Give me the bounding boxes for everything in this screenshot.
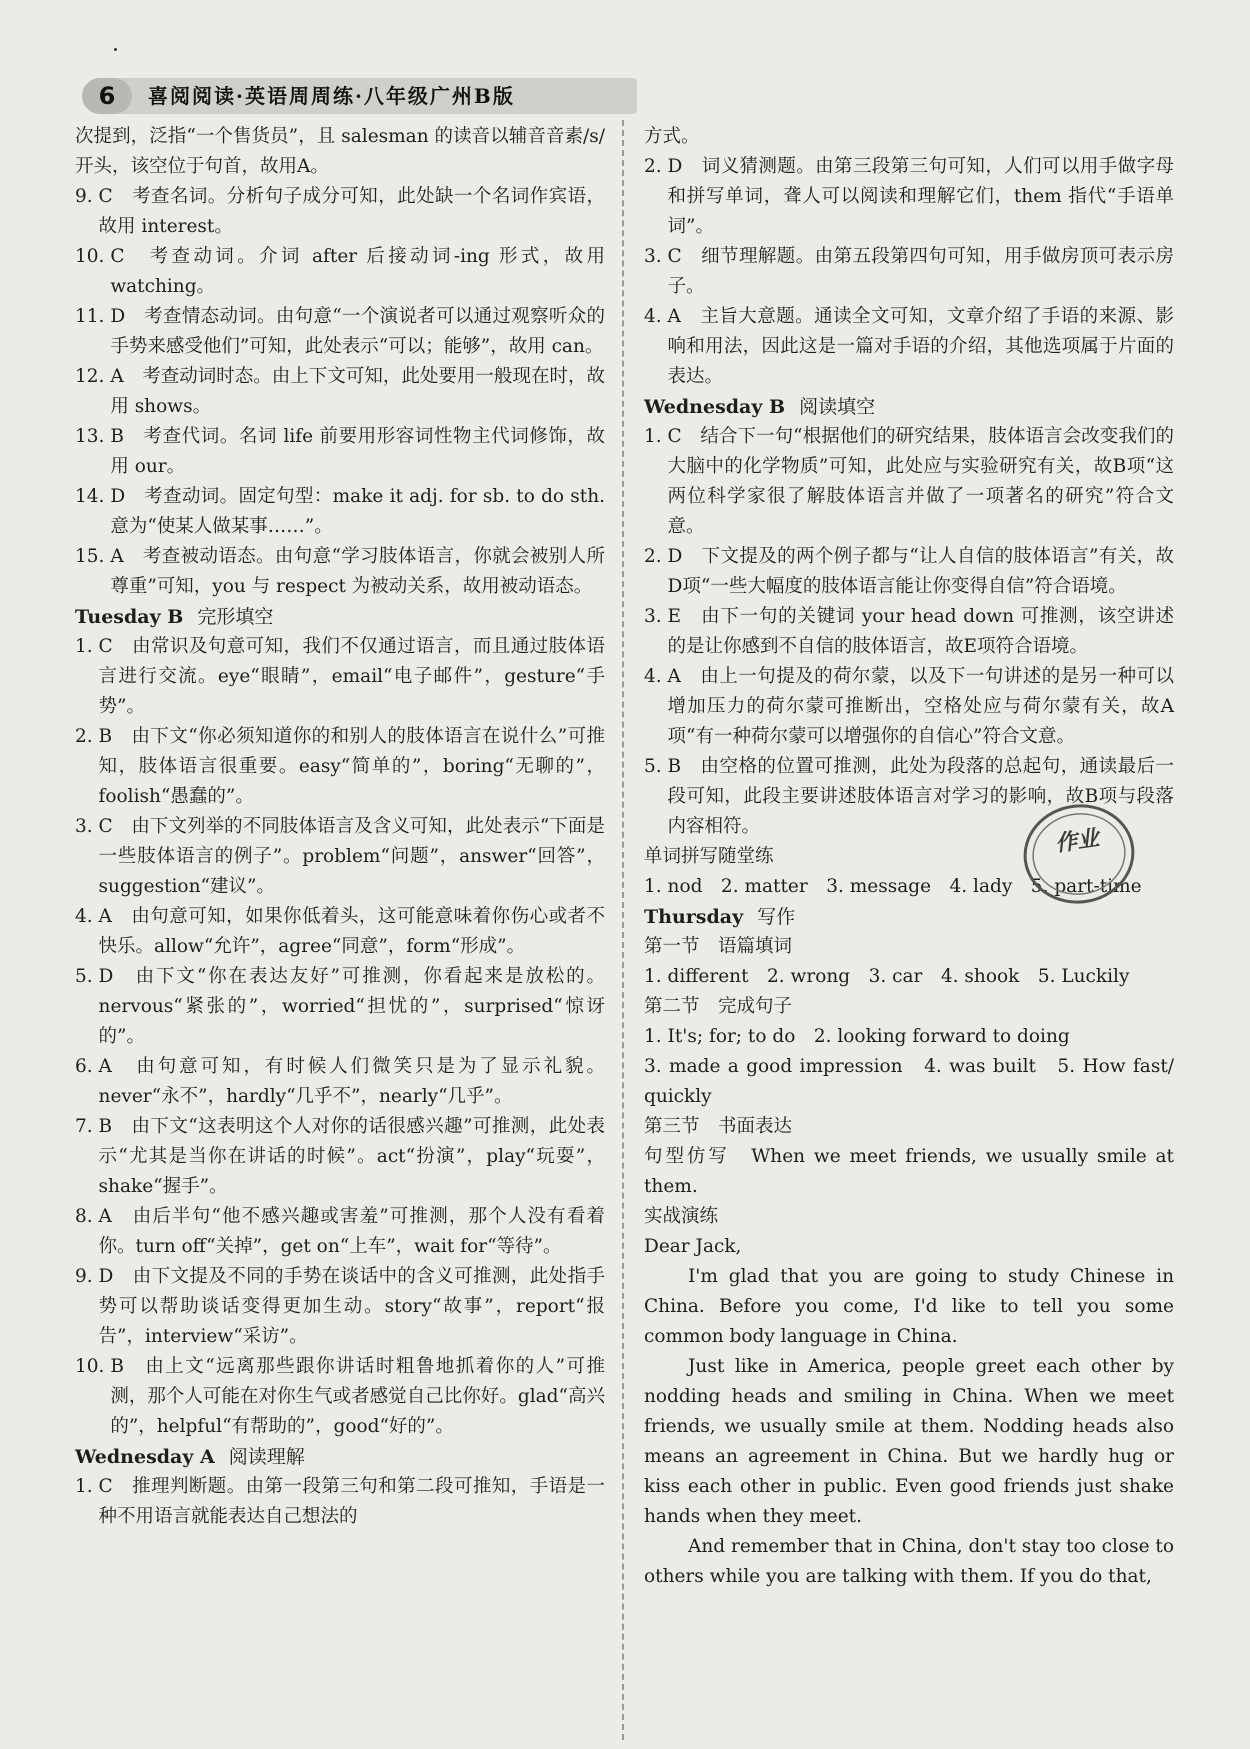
answer-list <box>644 152 1174 392</box>
item-explanation: C 由常识及句意可知，我们不仅通过语言，而且通过肢体语言进行交流。eye“眼睛”，email“电子邮件”，gesture“手势”。 <box>98 636 605 717</box>
item-number: 8. <box>75 1206 99 1227</box>
item-number: 3. <box>644 606 668 627</box>
item-explanation: A 考查被动语态。由句意“学习肢体语言，你就会被别人所尊重”可知，you 与 respect 为被动关系，故用被动语态。 <box>110 546 605 597</box>
item-number: 1. <box>75 1476 99 1497</box>
section1-answers: 1. different 2. wrong 3. car 4. shook 5. Luckily <box>644 966 1130 987</box>
answer-list <box>644 422 1174 842</box>
answer-list <box>75 632 605 1442</box>
item-number: 2. <box>644 546 668 567</box>
answer-item <box>644 152 1174 242</box>
answer-item <box>75 182 605 242</box>
continued-text: 方式。 <box>644 126 700 147</box>
answer-item <box>75 1112 605 1202</box>
letter-paragraph: Just like in America, people greet each other by nodding heads and smiling in China. When we meet friends, we usually smile at them. Nodding heads also means an agreement in China. But we hardly hug or kiss each other in public. Even good friends just shake hands when they meet. <box>644 1356 1174 1527</box>
item-explanation: D 考查情态动词。由句意“一个演说者可以通过观察听众的手势来感受他们”可知，此处表示“可以；能够”，故用 can。 <box>110 306 605 357</box>
section-heading: Thursday 写作 <box>644 906 796 928</box>
letter-paragraph: I'm glad that you are going to study Chinese in China. Before you come, I'd like to tell you some common body language in China. <box>644 1266 1174 1347</box>
item-explanation: D 下文提及的两个例子都与“让人自信的肢体语言”有关，故D项“一些大幅度的肢体语言能让你变得自信”符合语境。 <box>667 546 1174 597</box>
item-explanation: C 结合下一句“根据他们的研究结果，肢体语言会改变我们的大脑中的化学物质”可知，此处应与实验研究有关，故B项“这两位科学家很了解肢体语言并做了一项著名的研究”符合文意。 <box>667 426 1174 537</box>
practice-title: 实战演练 <box>644 1206 719 1227</box>
item-number: 5. <box>75 966 99 987</box>
item-explanation: D 由下文提及不同的手势在谈话中的含义可推测，此处指手势可以帮助谈话变得更加生动。story“故事”，report“报告”，interview“采访”。 <box>98 1266 605 1347</box>
answer-list <box>75 1472 605 1532</box>
item-number: 10. <box>75 1356 111 1377</box>
homework-stamp <box>1012 787 1145 920</box>
answer-item <box>75 1052 605 1112</box>
stamp-label: 作业 <box>1053 825 1101 858</box>
item-explanation: A 由句意可知，有时候人们微笑只是为了显示礼貌。never“永不”，hardly“几乎不”，nearly“几乎”。 <box>98 1056 605 1107</box>
section-heading: Tuesday B 完形填空 <box>75 606 274 628</box>
item-explanation: A 考查动词时态。由上下文可知，此处要用一般现在时，故用 shows。 <box>110 366 605 417</box>
sentence-imitation: 句型仿写 When we meet friends, we usually smile at them. <box>644 1146 1174 1197</box>
page-number: 6 <box>82 78 132 114</box>
item-explanation: C 考查名词。分析句子成分可知，此处缺一个名词作宾语，故用 interest。 <box>98 186 605 237</box>
answer-item <box>644 422 1174 542</box>
item-number: 13. <box>75 426 111 447</box>
answer-item <box>75 1472 605 1532</box>
item-number: 9. <box>75 1266 99 1287</box>
item-number: 7. <box>75 1116 99 1137</box>
letter-paragraph: And remember that in China, don't stay too close to others while you are talking with them. If you do that, <box>644 1536 1174 1587</box>
continued-text: 次提到，泛指“一个售货员”，且 salesman 的读音以辅音音素/s/开头，该空位于句首，故用A。 <box>75 126 605 177</box>
item-number: 1. <box>75 636 99 657</box>
item-explanation: D 考查动词。固定句型：make it adj. for sb. to do sth. 意为“使某人做某事……”。 <box>110 486 605 537</box>
answer-item <box>644 602 1174 662</box>
item-number: 4. <box>644 306 668 327</box>
section3-title: 第三节 书面表达 <box>644 1116 793 1137</box>
item-explanation: D 由下文“你在表达友好”可推测，你看起来是放松的。nervous“紧张的”，worried“担忧的”，surprised“惊讶的”。 <box>98 966 605 1047</box>
item-explanation: B 由下文“你必须知道你的和别人的肢体语言在说什么”可推知，肢体语言很重要。easy“简单的”，boring“无聊的”，foolish“愚蠢的”。 <box>98 726 605 807</box>
book-title: 喜阅阅读·英语周周练·八年级广州B版 <box>148 84 515 108</box>
answer-item <box>75 482 605 542</box>
answer-item <box>75 1202 605 1262</box>
answer-item <box>75 1262 605 1352</box>
item-explanation: A 由上一句提及的荷尔蒙，以及下一句讲述的是另一种可以增加压力的荷尔蒙可推断出，空格处应与荷尔蒙有关，故A项“有一种荷尔蒙可以增强你的自信心”符合文意。 <box>667 666 1174 747</box>
section-heading: Wednesday B 阅读填空 <box>644 396 876 418</box>
letter-greeting: Dear Jack, <box>644 1236 742 1257</box>
answer-list <box>75 182 605 602</box>
answer-item <box>75 302 605 362</box>
item-explanation: A 由句意可知，如果你低着头，这可能意味着你伤心或者不快乐。allow“允许”，agree“同意”，form“形成”。 <box>98 906 605 957</box>
page-header <box>82 78 637 114</box>
spelling-answers: 1. nod 2. matter 3. message 4. lady 5. part-time <box>644 876 1142 897</box>
section1-title: 第一节 语篇填词 <box>644 936 793 957</box>
answer-item <box>75 242 605 302</box>
item-explanation: C 推理判断题。由第一段第三句和第二段可推知，手语是一种不用语言就能表达自己想法的 <box>98 1476 605 1527</box>
left-column <box>75 122 605 1532</box>
answer-item <box>644 542 1174 602</box>
item-explanation: E 由下一句的关键词 your head down 可推测，该空讲述的是让你感到不自信的肢体语言，故E项符合语境。 <box>667 606 1174 657</box>
column-divider <box>622 120 624 1740</box>
answer-item <box>644 662 1174 752</box>
item-number: 2. <box>644 156 668 177</box>
answer-item <box>75 722 605 812</box>
item-explanation: D 词义猜测题。由第三段第三句可知，人们可以用手做字母和拼写单词，聋人可以阅读和理解它们，them 指代“手语单词”。 <box>667 156 1174 237</box>
item-number: 15. <box>75 546 111 567</box>
answer-item <box>75 422 605 482</box>
item-number: 4. <box>644 666 668 687</box>
answer-item <box>75 1352 605 1442</box>
item-explanation: B 由上文“远离那些跟你讲话时粗鲁地抓着你的人”可推测，那个人可能在对你生气或者感觉自己比你好。glad“高兴的”，helpful“有帮助的”，good“好的”。 <box>110 1356 605 1437</box>
item-explanation: A 主旨大意题。通读全文可知，文章介绍了手语的来源、影响和用法，因此这是一篇对手语的介绍，其他选项属于片面的表达。 <box>667 306 1174 387</box>
section2-title: 第二节 完成句子 <box>644 996 793 1017</box>
section2-line2: 3. made a good impression 4. was built 5. How fast/ quickly <box>644 1056 1174 1107</box>
item-explanation: B 由空格的位置可推测，此处为段落的总起句，通读最后一段可知，此段主要讲述肢体语言对学习的影响，故B项与段落内容相符。 <box>667 756 1174 837</box>
answer-item <box>75 962 605 1052</box>
answer-item <box>75 812 605 902</box>
item-number: 11. <box>75 306 111 327</box>
item-number: 3. <box>75 816 99 837</box>
spelling-title: 单词拼写随堂练 <box>644 846 774 867</box>
item-number: 9. <box>75 186 99 207</box>
answer-item <box>75 362 605 422</box>
item-explanation: C 考查动词。介词 after 后接动词-ing 形式，故用 watching。 <box>110 246 605 297</box>
item-number: 6. <box>75 1056 99 1077</box>
item-number: 2. <box>75 726 99 747</box>
item-number: 12. <box>75 366 111 387</box>
item-explanation: A 由后半句“他不感兴趣或害羞”可推测，那个人没有看着你。turn off“关掉”，get on“上车”，wait for“等待”。 <box>98 1206 605 1257</box>
item-number: 3. <box>644 246 668 267</box>
item-number: 14. <box>75 486 111 507</box>
item-explanation: B 考查代词。名词 life 前要用形容词性物主代词修饰，故用 our。 <box>110 426 605 477</box>
speck <box>114 48 117 51</box>
item-explanation: C 由下文列举的不同肢体语言及含义可知，此处表示“下面是一些肢体语言的例子”。problem“问题”，answer“回答”，suggestion“建议”。 <box>98 816 605 897</box>
answer-item <box>644 242 1174 302</box>
item-number: 5. <box>644 756 668 777</box>
answer-item <box>75 632 605 722</box>
item-number: 4. <box>75 906 99 927</box>
item-number: 10. <box>75 246 111 267</box>
section2-line1: 1. It's; for; to do 2. looking forward to doing <box>644 1026 1070 1047</box>
answer-item <box>644 302 1174 392</box>
answer-item <box>75 902 605 962</box>
item-explanation: C 细节理解题。由第五段第四句可知，用手做房顶可表示房子。 <box>667 246 1174 297</box>
section-heading: Wednesday A 阅读理解 <box>75 1446 305 1468</box>
item-number: 1. <box>644 426 668 447</box>
answer-item <box>75 542 605 602</box>
item-explanation: B 由下文“这表明这个人对你的话很感兴趣”可推测，此处表示“尤其是当你在讲话的时候”。act“扮演”，play“玩耍”，shake“握手”。 <box>98 1116 605 1197</box>
